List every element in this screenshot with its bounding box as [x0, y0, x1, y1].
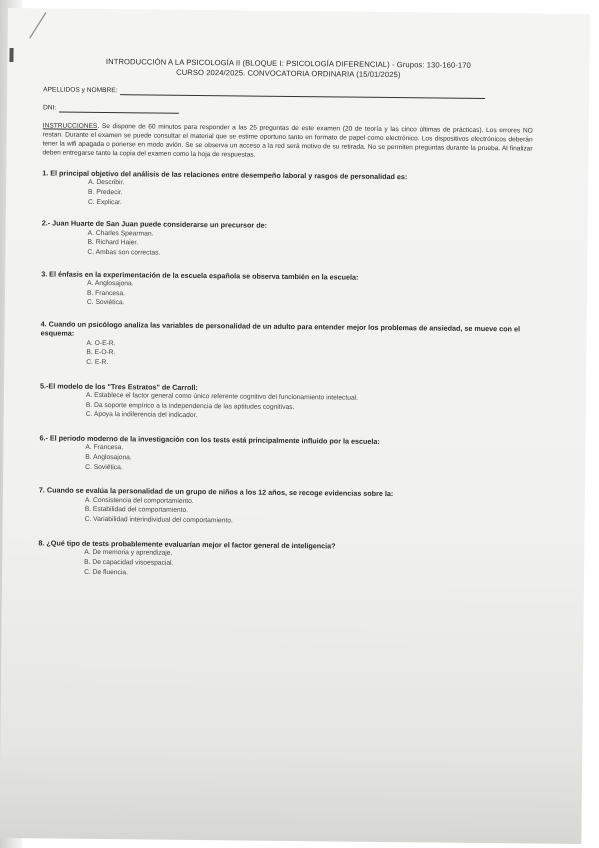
question-text: 1. El principal objetivo del análisis de las relaciones entre desempeño laboral y rasgos de personalidad es: [42, 168, 408, 182]
answer-option: C. E-R. [86, 358, 109, 367]
answer-options [85, 443, 529, 477]
question-text: 4. Cuando un psicólogo analiza las variables de personalidad de un adulto para entender mejor los problemas de ansiedad, se mueve con el esquema: [40, 319, 521, 339]
answer-option: C. Apoya la indiferencia del indicador. [85, 411, 198, 420]
answer-options [87, 228, 531, 262]
answer-option: B. Da soporte empírico a la independencia de las aptitudes cognitivas. [85, 401, 295, 411]
pen-mark [26, 10, 52, 40]
answer-option: A. Francesa. [85, 444, 124, 452]
answer-option: A. Consistencia del comportamiento. [84, 496, 194, 505]
question-text: 5.-El modelo de los "Tres Estratos" de Carroll: [40, 381, 198, 392]
question-text: 8. ¿Qué tipo de tests probablemente evaluarían mejor el factor general de inteligencia? [38, 538, 336, 551]
question-5 [40, 381, 530, 425]
answer-option: B. Richard Haier. [87, 239, 139, 247]
exam-sheet [0, 8, 590, 844]
answer-option: C. De fluencia. [84, 568, 129, 576]
answer-option: C. Explicar. [87, 198, 122, 206]
question-text: 2.- Juan Huarte de San Juan puede considerarse un precursor de: [41, 218, 268, 231]
answer-option: A. De memoria y aprendizaje. [84, 548, 173, 557]
dni-label: DNI: [42, 104, 57, 112]
question-7 [39, 486, 529, 530]
instructions-label: INSTRUCCIONES [42, 122, 98, 131]
answer-options [84, 548, 528, 582]
question-list [38, 168, 532, 581]
answer-option: C. Ambas son correctas. [87, 248, 161, 257]
name-field [43, 86, 533, 100]
question-4 [40, 319, 530, 372]
question-text: 3. El énfasis en la experimentación de la escuela española se observa también en la escuela: [41, 269, 359, 282]
exam-title-line1: INTRODUCCIÓN A LA PSICOLOGÍA II (BLOQUE I: PSICOLOGÍA DIFERENCIAL) - Grupos: 130-160-170 [105, 57, 471, 70]
answer-option: B. Estabilidad del comportamiento. [84, 506, 189, 515]
question-text: 6.- El periodo moderno de la investigación con los tests está principalmente influido por la escuela: [39, 433, 380, 447]
name-label: APELLIDOS y NOMBRE: [43, 86, 118, 95]
answer-option: B. De capacidad visoespacial. [84, 558, 174, 567]
exam-content [38, 56, 533, 581]
question-3 [41, 269, 531, 313]
exam-title [43, 56, 533, 81]
answer-option: B. Predecir. [88, 188, 123, 197]
dni-field [43, 104, 533, 118]
answer-options [85, 496, 529, 530]
answer-option: B. E-O-R. [86, 349, 116, 357]
staple-mark [9, 48, 13, 62]
answer-options [86, 391, 530, 425]
exam-title-line2: CURSO 2024/2025. CONVOCATORIA ORDINARIA (15/01/2025) [176, 67, 401, 79]
answer-option: A. Describir. [88, 179, 125, 187]
question-6 [39, 433, 529, 477]
instructions-text: . Se dispone de 60 minutos para responder a las 25 preguntas de este examen (20 de teoría y las cinco últimas de prácticas). Los errores NO restan. Durante el examen se puede consultar el material que se estime oportuno tanto en formato de papel como electrónico. Los dispositivos electrónicos deberán tener la wifi apagada o ponerse en modo avión. Se se observa un acceso a la red será motivo de su retirada. No se permiten preguntas durante la prueba. Al finalizar deben entregarse tanto la copia del examen como la hoja de respuestas. [42, 123, 533, 159]
question-8 [38, 538, 528, 582]
answer-options [87, 279, 531, 313]
answer-option: A. O-E-R. [86, 339, 116, 347]
answer-option: A. Establece el factor general como único referente cognitivo del funcionamiento intelectual. [85, 391, 359, 402]
dni-line[interactable] [59, 104, 179, 114]
answer-option: C. Variabilidad interindividual del comportamiento. [84, 515, 233, 525]
question-1 [42, 168, 532, 212]
name-line[interactable] [120, 87, 485, 100]
answer-option: A. Charles Spearman. [87, 229, 154, 238]
answer-option: B. Francesa. [86, 289, 125, 297]
question-2 [41, 219, 531, 263]
answer-options [88, 178, 532, 212]
question-text: 7. Cuando se evalúa la personalidad de un grupo de niños a los 12 años, se recoge evidencias sobre la: [38, 485, 394, 499]
answer-option: A. Anglosajona. [87, 279, 134, 288]
answer-options [86, 338, 530, 372]
answer-option: B. Anglosajona. [85, 453, 132, 462]
answer-option: C. Soviética. [85, 463, 123, 471]
instructions [42, 123, 532, 164]
answer-option: C. Soviética. [86, 299, 125, 307]
